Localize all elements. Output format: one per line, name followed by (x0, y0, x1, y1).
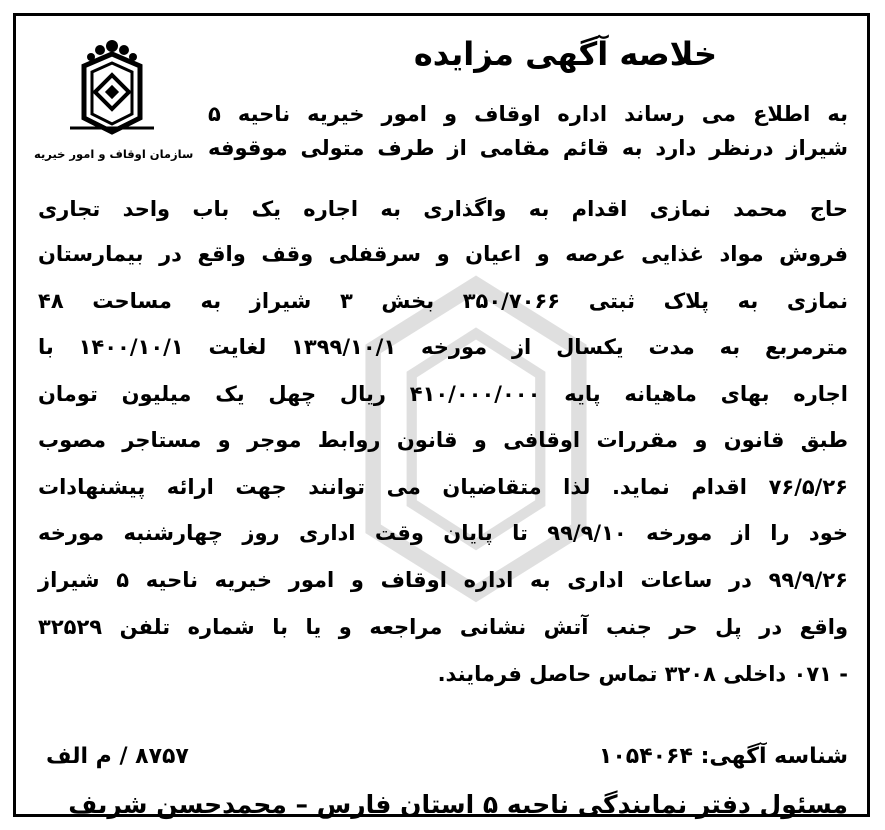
organization-name: سازمان اوقاف و امور خیریه (34, 147, 194, 161)
body-line-4: فروش مواد غذایی عرصه و اعیان و سرقفلی وقف واقع در بیمارستان (38, 242, 848, 266)
body-line-9: ۷۶/۵/۲۶ اقدام نماید. لذا متقاضیان می توانند جهت ارائه پیشنهادات (38, 475, 848, 499)
notice-title: خلاصه آگهی مزایده (413, 35, 717, 73)
notice-body (16, 16, 867, 814)
body-line-3: حاج محمد نمازی اقدام به واگذاری به اجاره یک باب واحد تجاری (38, 197, 848, 221)
body-line-13: - ۰۷۱ داخلی ۳۲۰۸ تماس حاصل فرمایند. (437, 662, 848, 686)
body-line-11: ۹۹/۹/۲۶ در ساعات اداری به اداره اوقاف و امور خیریه ناحیه ۵ شیراز (38, 568, 848, 592)
body-line-7: اجاره بهای ماهیانه پایه ۴۱۰/۰۰۰/۰۰۰ ریال چهل یک میلیون تومان (38, 382, 849, 406)
body-line-12: واقع در پل حر جنب آتش نشانی مراجعه و یا با شماره تلفن ۳۲۵۲۹ (38, 615, 848, 639)
auction-notice (13, 13, 870, 817)
reference-number: ۸۷۵۷ / م الف (46, 744, 189, 769)
body-line-2: شیراز درنظر دارد به قائم مقامی از طرف متولی موقوفه (208, 136, 848, 160)
body-line-5: نمازی به پلاک ثبتی ۳۵۰/۷۰۶۶ بخش ۳ شیراز به مساحت ۴۸ (38, 289, 849, 313)
body-line-8: طبق قانون و مقررات اوقافی و قانون روابط موجر و مستاجر مصوب (38, 428, 848, 452)
body-line-10: خود را از مورخه ۹۹/۹/۱۰ تا پایان وقت اداری روز چهارشنبه مورخه (38, 521, 848, 545)
body-line-6: مترمربع به مدت یکسال از مورخه ۱۳۹۹/۱۰/۱ لغایت ۱۴۰۰/۱۰/۱ با (38, 335, 848, 359)
notice-id: شناسه آگهی: ۱۰۵۴۰۶۴ (598, 744, 848, 769)
responsible-signature: مسئول دفتر نمایندگی ناحیه ۵ استان فارس – محمدحسن شریف (68, 790, 848, 819)
body-line-1: به اطلاع می رساند اداره اوقاف و امور خیریه ناحیه ۵ (208, 102, 848, 126)
